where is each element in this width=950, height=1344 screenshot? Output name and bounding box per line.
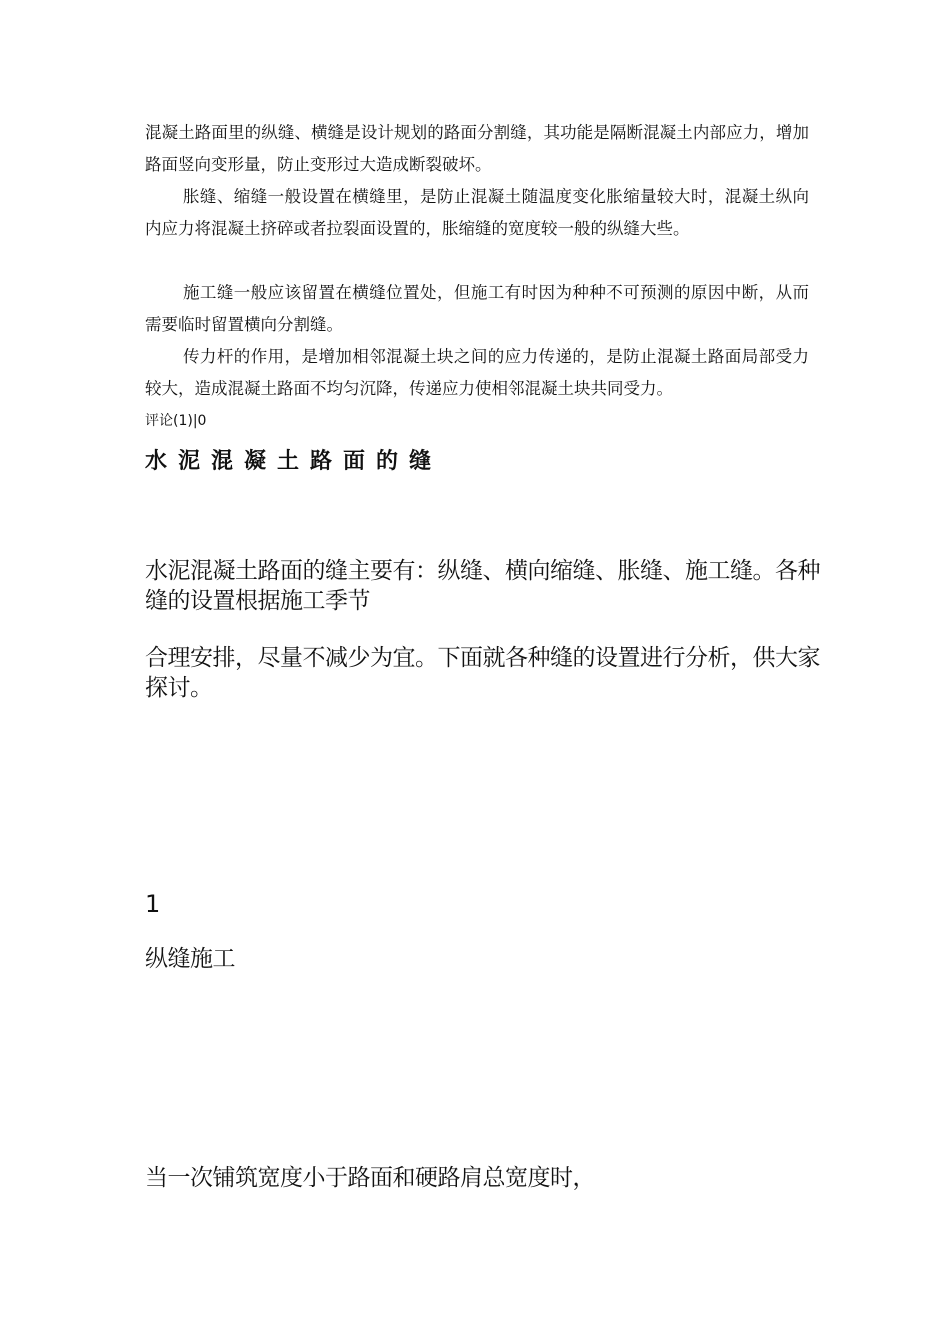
paragraph-expansion-joints: 胀缝、缩缝一般设置在横缝里，是防止混凝土随温度变化胀缩量较大时，混凝土纵向内应力将混凝土挤碎或者拉裂面设置的，胀缩缝的宽度较一般的纵缝大些。 xyxy=(145,187,809,238)
section-title: 纵缝施工 xyxy=(145,946,235,972)
intro-paragraph-1: 水泥混凝土路面的缝主要有：纵缝、横向缩缝、胀缝、施工缝。各种缝的设置根据施工季节 xyxy=(145,558,820,614)
paragraph-joints-definition: 混凝土路面里的纵缝、横缝是设计规划的路面分割缝，其功能是隔断混凝土内部应力，增加路面竖向变形量，防止变形过大造成断裂破坏。 xyxy=(145,123,809,174)
intro-paragraph-2: 合理安排，尽量不减少为宜。下面就各种缝的设置进行分析，供大家探讨。 xyxy=(145,645,820,701)
section-number: 1 xyxy=(145,890,161,918)
section-text: 当一次铺筑宽度小于路面和硬路肩总宽度时， xyxy=(145,1165,595,1191)
paragraph-construction-joints: 施工缝一般应该留置在横缝位置处，但施工有时因为种种不可预测的原因中断，从而需要临时留置横向分割缝。 xyxy=(145,283,809,334)
paragraph-dowel-bars: 传力杆的作用，是增加相邻混凝土块之间的应力传递的，是防止混凝土路面局部受力较大，造成混凝土路面不均匀沉降，传递应力使相邻混凝土块共同受力。 xyxy=(145,347,809,398)
comment-link[interactable]: 评论(1)|0 xyxy=(145,413,207,429)
article-title: 水泥混凝土路面的缝 xyxy=(145,449,443,474)
